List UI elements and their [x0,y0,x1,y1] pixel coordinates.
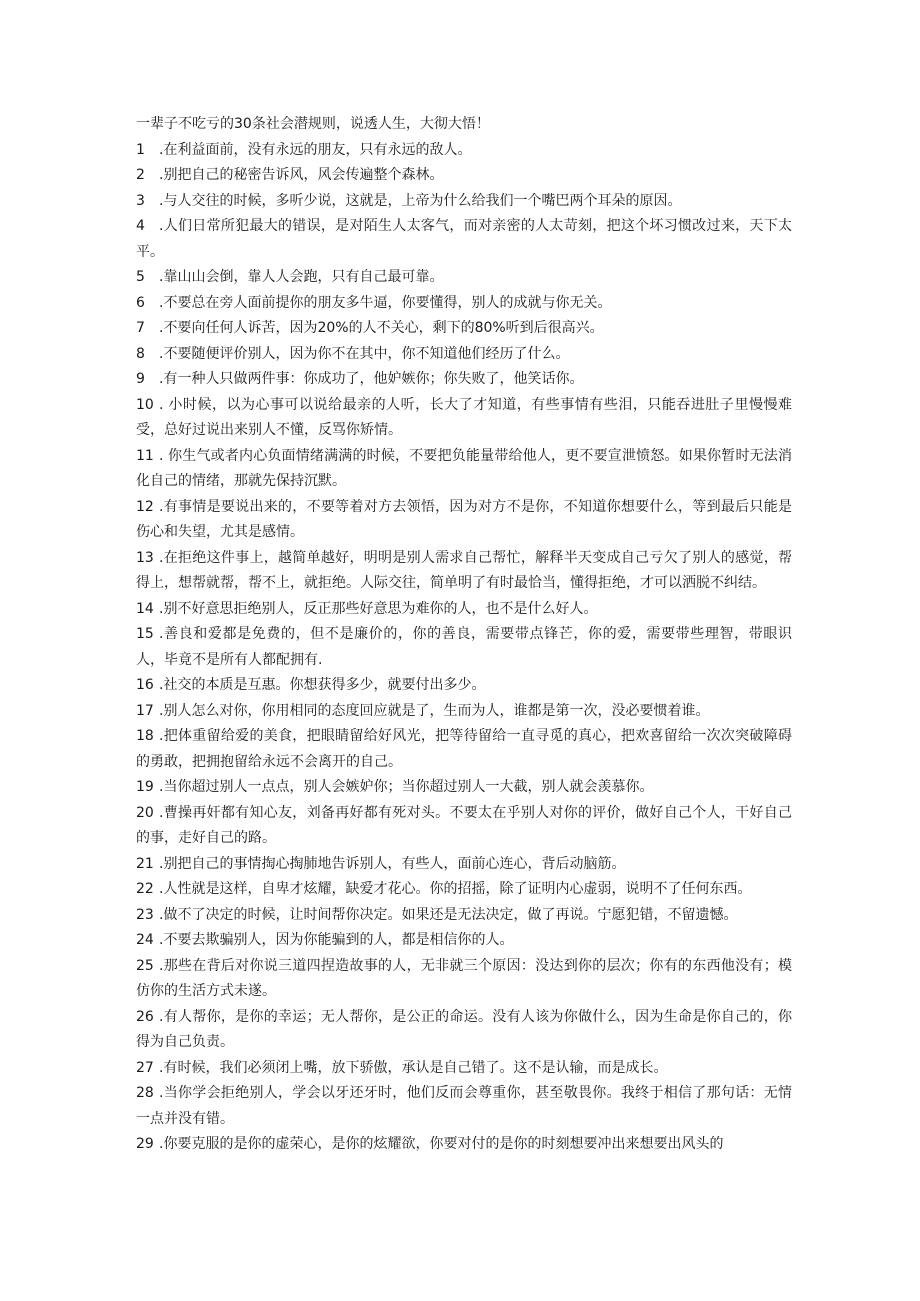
rule-text: .别把自己的秘密告诉风，风会传遍整个森林。 [159,167,444,183]
rule-item [136,163,792,189]
rule-item [136,724,792,775]
rule-number: 3 [136,192,145,209]
document-title: 一辈子不吃亏的30条社会潜规则，说透人生，大彻大悟！ [136,116,490,132]
document-page [136,112,792,1158]
rule-item [136,189,792,215]
rule-text: .在利益面前，没有永远的朋友，只有永远的敌人。 [159,141,472,158]
rule-number: 5 [136,269,145,285]
rule-text: .有事情是要说出来的，不要等着对方去领悟，因为对方不是你，不知道你想要什么，等到最后只能是伤心和失望，尤其是感情。 [136,498,792,540]
rule-text: .与人交往的时候，多听少说，这就是，上帝为什么给我们一个嘴巴两个耳朵的原因。 [159,192,682,209]
rule-number: 18 [136,728,154,744]
rule-text: .不要向任何人诉苦，因为20%的人不关心，剩下的80%听到后很高兴。 [159,320,604,336]
rule-item [136,393,792,444]
rule-number: 15 [136,626,154,642]
rule-item [136,928,792,954]
rule-number: 10 [136,396,154,413]
rule-item [136,597,792,623]
rule-text: .把体重留给爱的美食，把眼睛留给好风光，把等待留给一直寻觅的真心，把欢喜留给一次次突破障碍的勇敢，把拥抱留给永远不会离开的自己。 [136,728,792,770]
rule-number: 7 [136,320,145,336]
rule-text: .那些在背后对你说三道四捏造故事的人，无非就三个原因：没达到你的层次；你有的东西他没有；模仿你的生活方式未遂。 [136,957,792,999]
rule-number: 13 [136,549,154,566]
rule-text: .你要克服的是你的虚荣心，是你的炫耀欲，你要对付的是你的时刻想要冲出来想要出风头的 [159,1136,724,1152]
rule-text: .不要去欺骗别人，因为你能骗到的人，都是相信你的人。 [159,932,514,948]
rule-item [136,1081,792,1132]
rule-item [136,1005,792,1056]
rule-item [136,775,792,801]
rule-item [136,342,792,368]
rule-item [136,316,792,342]
rule-text: .别不好意思拒绝别人，反正那些好意思为难你的人，也不是什么好人。 [159,600,598,617]
rule-number: 6 [136,294,145,311]
rule-number: 28 [136,1085,154,1101]
rule-text: .当你学会拒绝别人，学会以牙还牙时，他们反而会尊重你，甚至敬畏你。我终于相信了那句话：无情一点并没有错。 [136,1085,792,1127]
rule-text: .有时候，我们必须闭上嘴，放下骄傲，承认是自己错了。这不是认输，而是成长。 [159,1059,668,1076]
rule-text: .当你超过别人一点点，别人会嫉妒你；当你超过别人一大截，别人就会羡慕你。 [159,779,654,795]
rule-number: 24 [136,932,154,948]
rule-text: .靠山山会倒，靠人人会跑，只有自己最可靠。 [159,269,444,285]
rule-item [136,877,792,903]
rule-number: 17 [136,702,154,719]
rule-item [136,954,792,1005]
rule-text: .做不了决定的时候，让时间帮你决定。如果还是无法决定，做了再说。宁愿犯错，不留遗憾。 [159,906,738,923]
rule-text: .善良和爱都是免费的，但不是廉价的，你的善良，需要带点锋芒，你的爱，需要带些理智，带眼识人，毕竟不是所有人都配拥有. [136,626,792,668]
rule-item [136,138,792,164]
rule-item [136,852,792,878]
rule-number: 21 [136,855,154,872]
rule-item [136,903,792,929]
rule-number: 22 [136,881,154,897]
rule-text: .别把自己的事情掏心掏肺地告诉别人，有些人，面前心连心，背后动脑筋。 [159,855,626,872]
rule-text: .曹操再奸都有知心友，刘备再好都有死对头。不要太在乎别人对你的评价，做好自己个人，干好自己的事，走好自己的路。 [136,804,792,846]
rule-item [136,801,792,852]
rule-number: 2 [136,167,145,183]
rule-item [136,1132,792,1158]
rule-number: 8 [136,345,145,362]
rule-number: 19 [136,779,154,795]
rule-number: 9 [136,371,145,387]
rule-text: .人们日常所犯最大的错误，是对陌生人太客气，而对亲密的人太苛刻，把这个坏习惯改过来，天下太平。 [136,218,792,260]
rule-text: .社交的本质是互惠。你想获得多少，就要付出多少。 [159,677,486,693]
rule-item [136,291,792,317]
rule-item [136,265,792,291]
rule-item [136,546,792,597]
rule-item [136,495,792,546]
rule-number: 4 [136,218,145,234]
rule-text: .在拒绝这件事上，越简单越好，明明是别人需求自己帮忙，解释半天变成自己亏欠了别人的感觉，帮得上，想帮就帮，帮不上，就拒绝。人际交往，简单明了有时最恰当，懂得拒绝，才可以洒脱不纠结。 [136,549,792,591]
rule-text: .有一种人只做两件事：你成功了，他妒嫉你；你失败了，他笑话你。 [159,371,584,387]
rule-number: 11 [136,447,154,464]
rule-item [136,1056,792,1082]
rule-number: 20 [136,804,154,821]
rule-number: 25 [136,957,154,974]
rule-text: . 小时候，以为心事可以说给最亲的人听，长大了才知道，有些事情有些泪，只能吞进肚子里慢慢难受，总好过说出来别人不懂，反骂你矫情。 [136,396,792,438]
rule-text: .有人帮你，是你的幸运；无人帮你，是公正的命运。没有人该为你做什么，因为生命是你自己的，你得为自己负责。 [136,1008,792,1050]
rules-list [136,138,792,1158]
rule-item [136,214,792,265]
rule-number: 29 [136,1136,154,1152]
rule-number: 23 [136,906,154,923]
rule-text: .不要总在旁人面前提你的朋友多牛逼，你要懂得，别人的成就与你无关。 [159,294,612,311]
rule-number: 14 [136,600,154,617]
rule-text: .不要随便评价别人，因为你不在其中，你不知道他们经历了什么。 [159,345,570,362]
rule-text: .人性就是这样，自卑才炫耀，缺爱才花心。你的招摇，除了证明内心虚弱，说明不了任何东西。 [159,881,752,897]
rule-item [136,673,792,699]
rule-number: 27 [136,1059,154,1076]
rule-item [136,444,792,495]
rule-item [136,699,792,725]
rule-number: 16 [136,677,154,693]
rule-item [136,367,792,393]
rule-number: 12 [136,498,154,515]
rule-text: . 你生气或者内心负面情绪满满的时候，不要把负能量带给他人，更不要宣泄愤怒。如果你暂时无法消化自己的情绪，那就先保持沉默。 [136,447,792,489]
rule-text: .别人怎么对你，你用相同的态度回应就是了，生而为人，谁都是第一次，没必要惯着谁。 [159,702,710,719]
rule-number: 26 [136,1008,154,1025]
rule-number: 1 [136,141,145,158]
rule-item [136,622,792,673]
